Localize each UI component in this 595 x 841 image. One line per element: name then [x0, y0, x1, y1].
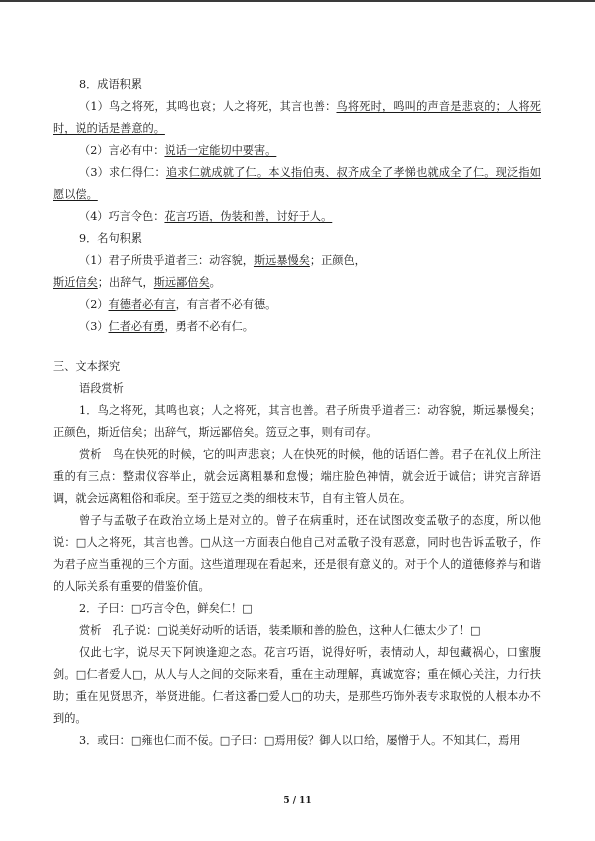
quote-item-3: （3）仁者必有勇，勇者不必有仁。	[79, 320, 254, 333]
section-8-title: 8．成语积累	[79, 78, 143, 91]
passage-1-analysis: 赏析 鸟在快死的时候，它的叫声悲哀；人在快死的时候，他的话语仁善。君子在礼仪上所注重的有三点：整肃仪容举止，就会远离粗暴和怠慢；端庄脸色神情，就会近于诚信；讲究言辞语调，就会远离粗俗和乖戾。至于笾豆之类的细枝末节，自有主管人员在。	[53, 448, 541, 505]
page-number: 5 / 11	[283, 796, 312, 806]
section-3-subtitle: 语段赏析	[79, 382, 124, 395]
idiom-item-3: （3）求仁得仁：追求仁就成就了仁。本义指伯夷、叔齐成全了孝悌也就成全了仁。现泛指如愿以偿。	[53, 166, 541, 201]
section-gap	[53, 338, 541, 356]
idiom-item-2: （2）言必有中：说话一定能切中要害。	[79, 144, 277, 157]
section-9-title: 9．名句积累	[79, 232, 143, 245]
passage-1-text: 1．鸟之将死，其鸣也哀；人之将死，其言也善。君子所贵乎道者三：动容貌，斯远暴慢矣；正颜色，斯近信矣；出辞气，斯远鄙倍矣。笾豆之事，则有司存。	[53, 404, 541, 439]
quote-item-1: （1）君子所贵乎道者三：动容貌，斯远暴慢矣；正颜色， 斯近信矣；出辞气，斯远鄙倍矣。	[53, 254, 366, 289]
passage-3-text: 3．或曰：□雍也仁而不佞。□子曰：□焉用佞？御人以口给，屡憎于人。不知其仁，焉用	[79, 734, 521, 747]
idiom-item-1: （1）鸟之将死，其鸣也哀；人之将死，其言也善：鸟将死时，鸣叫的声音是悲哀的；人将死时，说的话是善意的。	[53, 100, 541, 135]
quote-item-2: （2）有德者必有言，有言者不必有德。	[79, 298, 277, 311]
passage-2-commentary: 仅此七字，说尽天下阿谀逢迎之态。花言巧语，说得好听，表情动人，却包藏祸心，口蜜腹剑。□仁者爱人□，从人与人之间的交际来看，重在主动理解，真诚宽容；重在倾心关注，力行扶助；重在见贤思齐，举贤进能。仁者这番□爱人□的功夫，是那些巧饰外表专求取悦的人根本办不到的。	[53, 646, 541, 725]
passage-1-commentary: 曾子与孟敬子在政治立场上是对立的。曾子在病重时，还在试图改变孟敬子的态度，所以他说：□人之将死，其言也善。□从这一方面表白他自己对孟敬子没有恶意，同时也告诉孟敬子，作为君子应当重视的三个方面。这些道理现在看起来，还是很有意义的。对于个人的道德修养与和谐的人际关系有重要的借鉴价值。	[53, 514, 541, 593]
document-page	[53, 74, 541, 752]
section-3-title: 三、文本探究	[53, 360, 121, 373]
idiom-item-4: （4）巧言令色：花言巧语，伪装和善，讨好于人。	[79, 210, 333, 223]
passage-2-text: 2．子曰：□巧言令色，鲜矣仁！□	[79, 602, 253, 615]
passage-2-analysis: 赏析 孔子说：□说美好动听的话语，装柔顺和善的脸色，这种人仁德太少了！□	[79, 624, 481, 637]
header-rule	[0, 0, 595, 2]
